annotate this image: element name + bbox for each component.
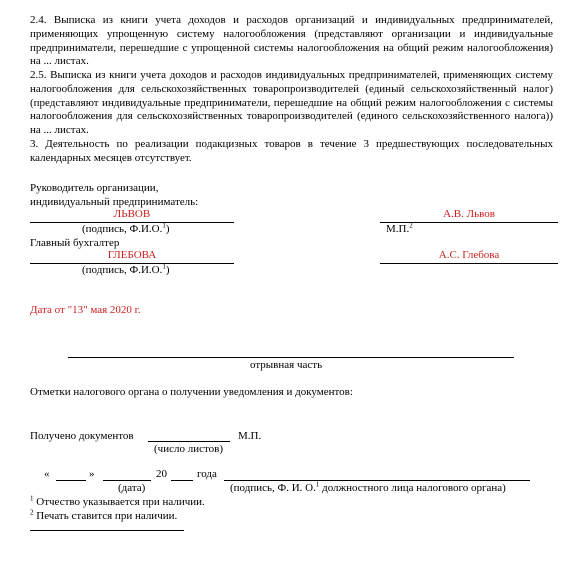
paragraph-2-5: 2.5. Выписка из книги учета доходов и расходов индивидуальных предпринимателей, применяющих систему налогообложения для сельскохозяйственных товаропроизводителей (единый сельскохозяйственный налог) (представляют индивидуальные предприниматели, перешедшие на общий режим налогообложения с системы налогообложения для сельскохозяйственных товаропроизводителей (единого сельскохозяйственного налога)) на ... листах. <box>30 69 553 137</box>
accountant-signature: ГЛЕБОВА <box>107 249 157 261</box>
quote-close: » <box>89 468 95 480</box>
accountant-label: Главный бухгалтер <box>30 237 120 249</box>
tear-off-line <box>68 357 514 358</box>
received-label: Получено документов <box>30 430 134 442</box>
official-caption: (подпись, Ф. И. О.$^1$ должностного лица налогового органа) <box>230 480 506 494</box>
quote-open: « <box>44 468 50 480</box>
year-prefix: 20 <box>156 468 167 480</box>
date-caption: (дата) <box>118 482 146 494</box>
month-line <box>103 480 151 481</box>
document-date <box>30 304 141 317</box>
head-label-line-2: индивидуальный предприниматель: <box>30 196 199 208</box>
accountant-name: А.С. Глебова <box>438 249 500 261</box>
head-name: А.В. Львов <box>443 208 495 220</box>
stamp-label: М.П.$^2$ <box>386 221 413 235</box>
year-line <box>171 480 193 481</box>
footnote-separator <box>30 530 184 531</box>
tax-marks-title: Отметки налогового органа о получении уведомления и документов: <box>30 386 353 398</box>
sheets-line <box>148 441 230 442</box>
tear-off-label: отрывная часть <box>250 359 323 371</box>
received-stamp: М.П. <box>238 430 262 442</box>
head-sign-caption: (подпись, Ф.И.О.$^1$) <box>82 221 170 235</box>
accountant-sign-caption: (подпись, Ф.И.О.$^1$) <box>82 262 170 276</box>
day-line <box>56 480 86 481</box>
date-prefix: Дата от <box>30 304 65 316</box>
official-signature-line <box>224 480 530 481</box>
paragraph-3: 3. Деятельность по реализации подакцизных товаров в течение 3 предшествующих последовательных календарных месяцев отсутствует. <box>30 138 553 164</box>
head-label-line-1: Руководитель организации, <box>30 182 159 194</box>
head-signature: ЛЬВОВ <box>113 208 151 220</box>
date-value: "13" мая 2020 г. <box>67 304 141 316</box>
footnote-2: $^2$ Печать ставится при наличии. <box>30 508 178 522</box>
accountant-name-line <box>380 263 558 264</box>
year-suffix: года <box>197 468 217 480</box>
paragraph-2-4: 2.4. Выписка из книги учета доходов и расходов организаций и индивидуальных предпринимателей, применяющих упрощенную систему налогообложения (представляют организации и индивидуальные предприниматели, перешедшие с упрощенной системы налогообложения на общий режим налогообложения) на ... листах. <box>30 14 553 68</box>
footnote-1: $^1$ Отчество указывается при наличии. <box>30 494 205 508</box>
sheets-caption: (число листов) <box>154 443 223 455</box>
